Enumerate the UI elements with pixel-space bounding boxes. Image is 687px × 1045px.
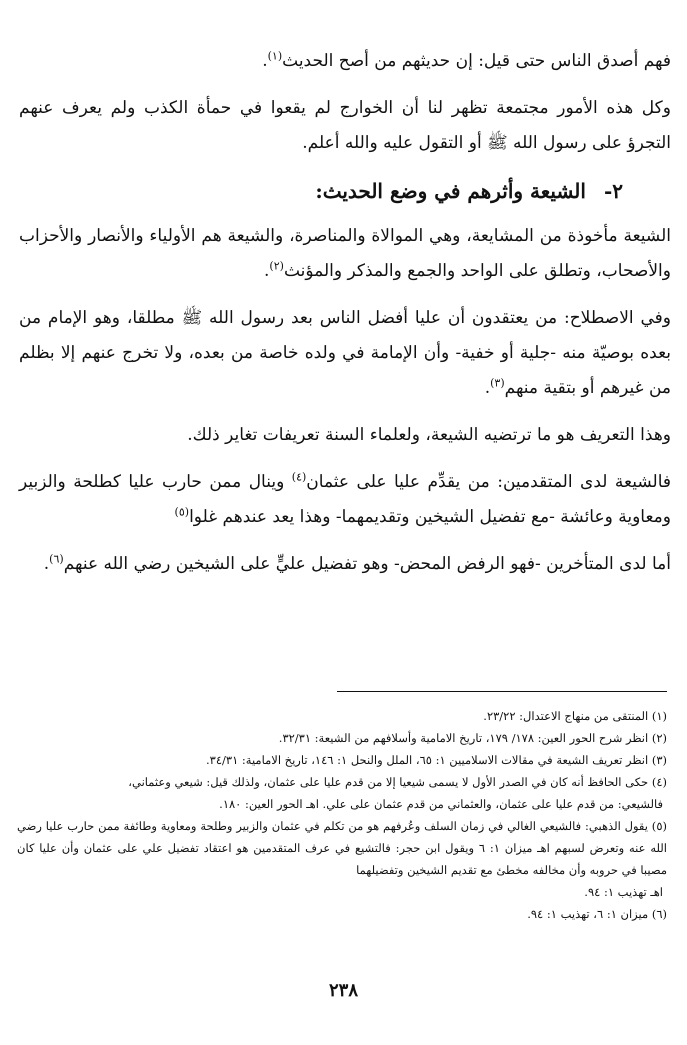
footnote-4: (٤) حكى الحافظ أنه كان في الصدر الأول لا يسمى شيعيا إلا من قدم عليا على عثمان، ولذلك قيل: شيعي وعثماني،: [128, 775, 667, 789]
footnote-ref-2[interactable]: (٢): [269, 259, 284, 273]
paragraph-1-text: فهم أصدق الناس حتى قيل: إن حديثهم من أصح الحديث: [282, 51, 671, 71]
paragraph-2: [19, 91, 671, 161]
section-title: الشيعة وأثرهم في وضع الحديث:: [315, 179, 586, 203]
footnote-4-continuation: فالشيعي: من قدم عليا على عثمان، والعثماني من قدم عثمان على علي. اهـ الحور العين: ١٨٠.: [219, 797, 663, 811]
paragraph-7-text: أما لدى المتأخرين -فهو الرفض المحض- وهو تفضيل عليٍّ على الشيخين رضي الله عنهم: [63, 554, 671, 574]
section-number: ٢-: [603, 179, 623, 203]
paragraph-5: [19, 418, 671, 453]
paragraph-6: [19, 465, 671, 535]
footnote-1: (١) المنتقى من منهاج الاعتدال: ٢٣/٢٢.: [483, 709, 667, 723]
paragraph-3-end: .: [264, 261, 270, 281]
paragraph-1-end: .: [262, 51, 268, 71]
paragraph-5-text: وهذا التعريف هو ما ترتضيه الشيعة، ولعلماء السنة تعريفات تغاير ذلك.: [187, 425, 671, 445]
paragraph-2-text: وكل هذه الأمور مجتمعة تظهر لنا أن الخوارج لم يقعوا في حمأة الكذب ولم يعرف عنهم التجرؤ على رسول الله ﷺ أو التقول عليه والله أعلم.: [19, 98, 671, 153]
footnotes-section: [17, 705, 667, 925]
paragraph-3-text: الشيعة مأخوذة من المشايعة، وهي الموالاة والمناصرة، والشيعة هم الأولياء والأنصار والأحزاب والأصحاب، وتطلق على الواحد والجمع والمذكر والمؤنث: [19, 226, 671, 281]
footnote-ref-5[interactable]: (٥): [174, 505, 190, 519]
paragraph-6-rest: وينال ممن حارب عليا كطلحة والزبير ومعاوية وعائشة -مع تفضيل الشيخين وتقديمهما- وهذا يعد عندهم غلوا: [19, 472, 671, 527]
paragraph-3: [19, 219, 671, 289]
footnote-ref-6[interactable]: (٦): [49, 552, 64, 566]
footnote-2: (٢) انظر شرح الحور العين: ١٧٨/ ١٧٩، تاريخ الامامية وأسلافهم من الشيعة: ٣٢/٣١.: [278, 731, 667, 745]
footnote-ref-3[interactable]: (٣): [490, 376, 505, 390]
footnote-ref-4[interactable]: (٤): [291, 470, 307, 484]
paragraph-4-text: وفي الاصطلاح: من يعتقدون أن عليا أفضل الناس بعد رسول الله ﷺ مطلقا، وهو الإمام من بعده بوصيّة منه -جلية أو خفية- وأن الإمامة في ولده خاصة من بعده، ولا تخرج عنهم إلا بظلم من غيرهم أو بتقية منهم: [19, 308, 671, 398]
paragraph-4-end: .: [484, 378, 491, 398]
page-number: ٢٣٨: [328, 980, 358, 1001]
section-heading: [19, 173, 671, 209]
footnote-ref-1[interactable]: (١): [267, 49, 283, 63]
footnote-3: (٣) انظر تعريف الشيعة في مقالات الاسلاميين ١: ٦٥، الملل والنحل ١: ١٤٦، تاريخ الامامية: ٣٤/٣١.: [206, 753, 667, 767]
footnote-6: (٦) ميزان ١: ٦، تهذيب ١: ٩٤.: [527, 907, 667, 921]
footnote-divider: [337, 691, 667, 692]
paragraph-1: [19, 44, 671, 79]
footnote-5-continuation: اهـ تهذيب ١: ٩٤.: [584, 885, 663, 899]
paragraph-4: [19, 301, 671, 406]
paragraph-6-text: فالشيعة لدى المتقدمين: من يقدِّم عليا على عثمان: [306, 472, 671, 492]
paragraph-7-end: .: [43, 554, 50, 574]
footnote-5: (٥) يقول الذهبي: فالشيعي الغالي في زمان السلف وعُرفهم هو من تكلم في عثمان والزبير وطلحة ومعاوية وطائفة ممن حارب عليا رضي الله عنه وتعرض لسبهم اهـ ميزان ١: ٦ ويقول ابن حجر: فالتشيع في عرف المتقدمين هو اعتقاد تفضيل علي على عثمان وأن عليا كان مصيبا في حروبه وأن مخالفه مخطئ مع تقديم الشيخين وتفضيلهما: [17, 819, 667, 877]
main-text: [19, 44, 671, 594]
paragraph-7: [19, 547, 671, 582]
